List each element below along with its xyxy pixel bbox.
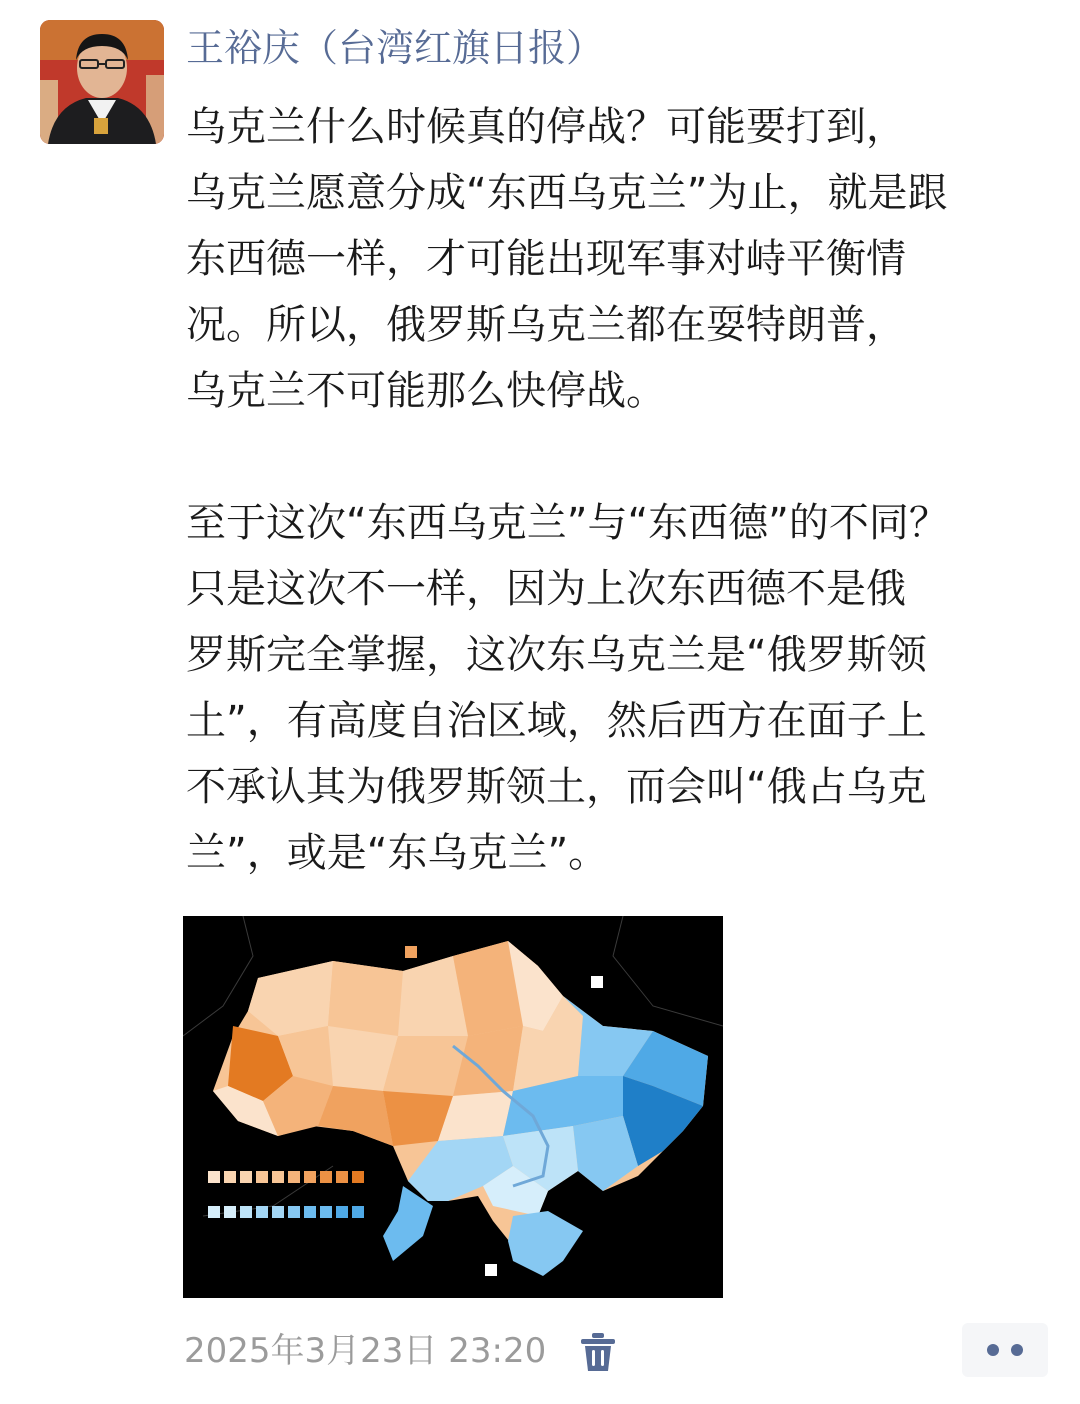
trash-icon [578, 1331, 618, 1373]
more-options-button[interactable] [962, 1323, 1048, 1377]
avatar-photo [40, 20, 164, 144]
delete-button[interactable] [578, 1331, 618, 1373]
post-paragraph-1: 乌克兰什么时候真的停战？可能要打到， 乌克兰愿意分成“东西乌克兰”为止，就是跟 东西德一样，才可能出现军事对峙平衡情 况。所以，俄罗斯乌克兰都在耍特朗普， 乌克兰不可能那么快停战。 [186, 104, 948, 414]
more-dots-icon [987, 1344, 999, 1356]
author-avatar[interactable] [40, 20, 164, 144]
post-timestamp: 2025年3月23日 23:20 [184, 1331, 547, 1371]
author-name[interactable]: 王裕庆（台湾红旗日报） [186, 26, 605, 70]
ukraine-map-image[interactable] [183, 916, 723, 1298]
post-paragraph-2: 至于这次“东西乌克兰”与“东西德”的不同？ 只是这次不一样，因为上次东西德不是俄 罗斯完全掌握，这次东乌克兰是“俄罗斯领 土”，有高度自治区域，然后西方在面子上 不承认其为俄罗斯领土，而会叫“俄占乌克 兰”，或是“东乌克兰”。 [186, 500, 949, 876]
more-dots-icon [1011, 1344, 1023, 1356]
ukraine-choropleth-map [183, 916, 723, 1298]
post-text [186, 94, 1056, 886]
